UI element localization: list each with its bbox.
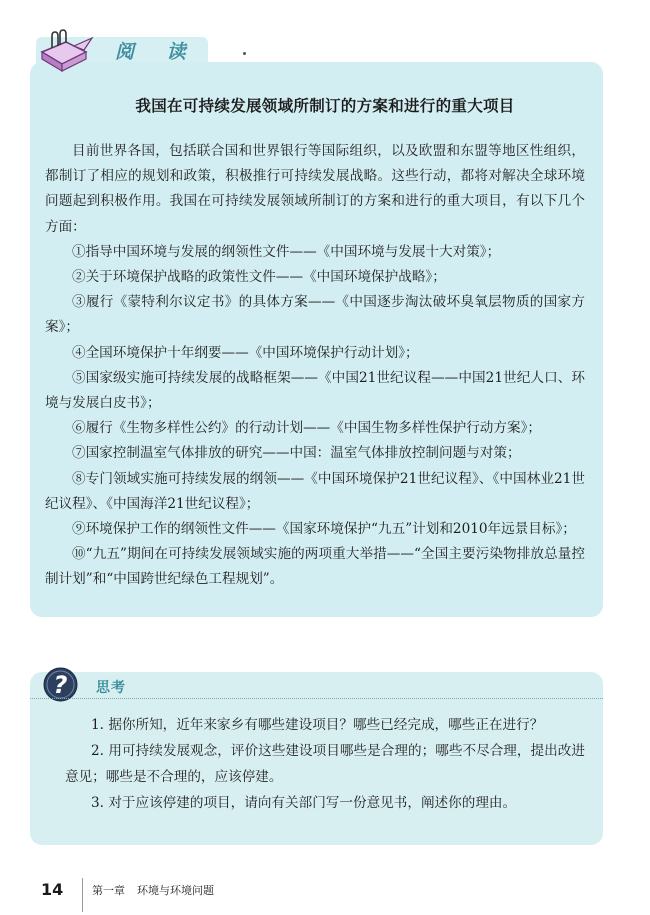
chapter-title: 环境与环境问题	[137, 884, 214, 897]
reading-item: ①指导中国环境与发展的纲领性文件——《中国环境与发展十大对策》；	[72, 243, 501, 260]
page-number: 14	[41, 880, 64, 899]
reading-title: 我国在可持续发展领域所制订的方案和进行的重大项目	[135, 96, 515, 115]
footer-divider	[82, 878, 83, 912]
reading-item: ⑦国家控制温室气体排放的研究——中国：温室气体排放控制问题与对策；	[72, 445, 521, 462]
decorative-dot	[243, 52, 246, 55]
reading-item: ⑩“九五”期间在可持续发展领域实施的两项重大举措——“全国主要污染物排放总量控制计划”和“中国跨世纪绿色工程规划”。	[45, 546, 585, 588]
reading-item: ④全国环境保护十年纲要——《中国环境保护行动计划》；	[72, 344, 419, 361]
reading-intro: 目前世界各国，包括联合国和世界银行等国际组织，以及欧盟和东盟等地区性组织，都制订了相应的规划和政策，积极推行可持续发展战略。这些行动，都将对解决全球环境问题起到积极作用。我国在可持续发展领域所制订的方案和进行的重大项目，有以下几个方面：	[45, 143, 585, 235]
svg-text:?: ?	[53, 671, 68, 699]
think-question: 3. 对于应该停建的项目，请向有关部门写一份意见书，阐述你的理由。	[91, 795, 517, 811]
reading-section-label: 阅 读	[115, 41, 199, 63]
reading-item: ⑧专门领域实施可持续发展的纲领——《中国环境保护21世纪议程》、《中国林业21世纪议程》、《中国海洋21世纪议程》；	[45, 470, 585, 512]
reading-body	[45, 139, 585, 593]
think-question: 1. 据你所知，近年来家乡有哪些建设项目？哪些已经完成，哪些正在进行？	[91, 717, 544, 733]
think-question: 2. 用可持续发展观念，评价这些建设项目哪些是合理的；哪些不尽合理，提出改进意见；哪些是不合理的，应该停建。	[65, 743, 586, 785]
chapter-label	[92, 882, 214, 898]
reading-item: ②关于环境保护战略的政策性文件——《中国环境保护战略》；	[72, 269, 446, 286]
dotted-divider	[30, 698, 603, 699]
reading-item: ③履行《蒙特利尔议定书》的具体方案——《中国逐步淘汰破坏臭氧层物质的国家方案》；	[45, 294, 586, 336]
chapter-number: 第一章	[92, 884, 125, 897]
reading-item: ⑤国家级实施可持续发展的战略框架——《中国21世纪议程——中国21世纪人口、环境与发展白皮书》；	[45, 369, 585, 412]
reading-item: ⑥履行《生物多样性公约》的行动计划——《中国生物多样性保护行动方案》；	[72, 420, 541, 437]
question-mark-icon	[43, 667, 78, 702]
reading-item: ⑨环境保护工作的纲领性文件——《国家环境保护“九五”计划和2010年远景目标》；	[72, 521, 576, 538]
notepad-icon	[38, 26, 98, 76]
think-section-label: 思考	[96, 680, 126, 696]
think-body	[65, 712, 585, 816]
